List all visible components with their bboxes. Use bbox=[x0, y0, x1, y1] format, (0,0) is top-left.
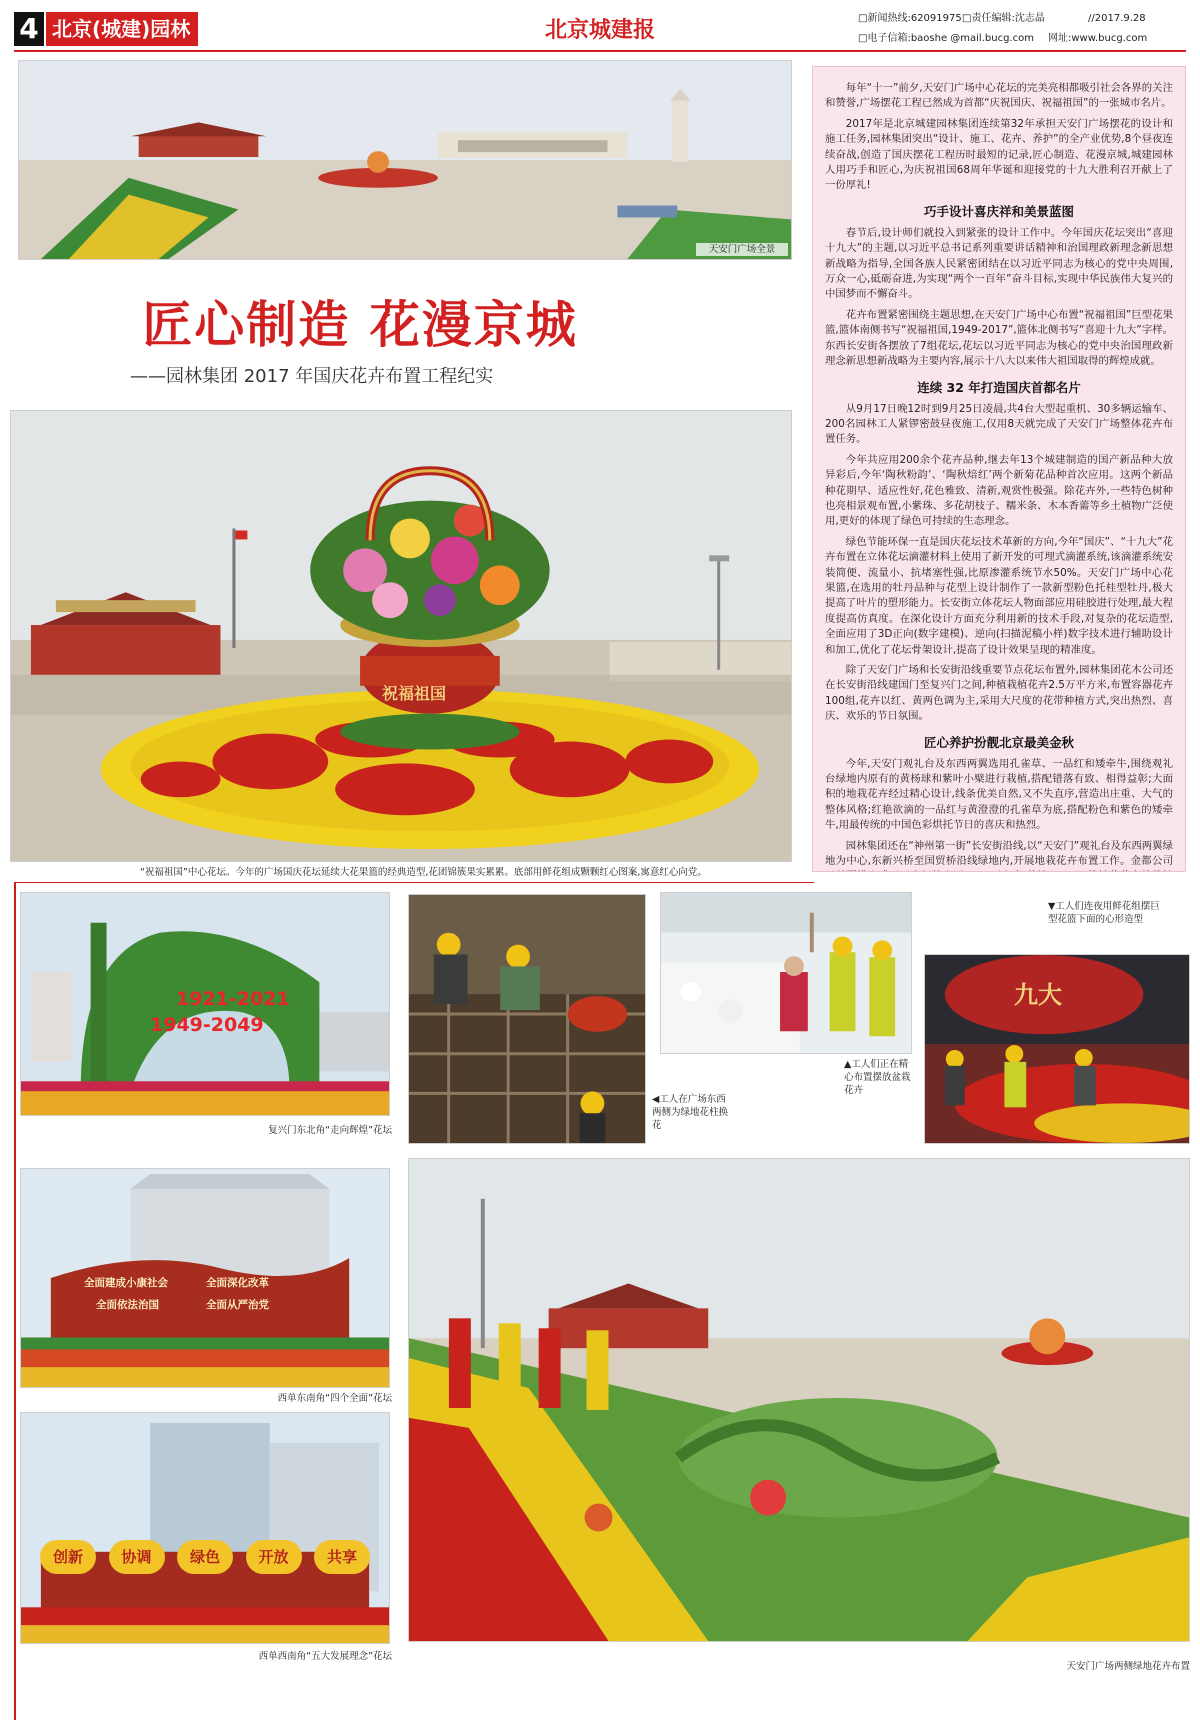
panorama-caption: 天安门广场全景 bbox=[696, 243, 788, 256]
article-paragraph: 今年,天安门观礼台及东西两翼选用孔雀草、一品红和矮牵牛,围绕观礼台绿地内原有的黄杨球和紫叶小檗进行栽植,搭配错落有致、相得益彰;大面积的地栽花卉经过精心设计,线条优美自然,又不失直序,营造出庄重、大气的整体风格;红艳欲滴的一品红与黄澄澄的孔雀草为底,搭配粉色和紫色的矮牵牛,用最传统的中国色彩烘托节日的喜庆和热烈。 bbox=[825, 757, 1173, 832]
news-hotline: □新闻热线:62091975 bbox=[858, 13, 962, 24]
article-body bbox=[812, 66, 1186, 872]
section-heading: 巧手设计喜庆祥和美景蓝图 bbox=[923, 203, 1074, 219]
section-title: 北京(城建)园林 bbox=[46, 12, 198, 46]
left-divider bbox=[14, 882, 16, 1720]
slogan-1: 全面建成小康社会 bbox=[84, 1277, 168, 1289]
flower-basket-image bbox=[11, 411, 791, 861]
potted-flowers-photo bbox=[660, 892, 912, 1054]
issue-date: //2017.9.28 bbox=[1088, 13, 1146, 24]
four-comprehensives-photo bbox=[20, 1168, 390, 1388]
email-address: □电子信箱:baoshe @mail.bucg.com bbox=[858, 33, 1034, 44]
concept-word: 绿色 bbox=[177, 1540, 233, 1574]
sub-headline: ——园林集团 2017 年国庆花卉布置工程纪实 bbox=[130, 366, 494, 387]
concept-word: 协调 bbox=[109, 1540, 165, 1574]
article-paragraph: 春节后,设计师们就投入到紧张的设计工作中。今年国庆花坛突出“喜迎十九大”的主题,以习近平总书记系列重要讲话精神和治国理政新理念新思想新战略为指导,全国各族人民紧密团结在以习近平同志为核心的党中央周围,万众一心,砥砺奋进,为实现“两个一百年”奋斗目标,实现中华民族伟大复兴的中国梦而不懈奋斗。 bbox=[825, 226, 1173, 301]
square-lawn-photo bbox=[408, 1158, 1190, 1642]
rise-year-a: 1921-2021 bbox=[176, 988, 290, 1010]
night-heart-text: 九大 bbox=[1014, 981, 1062, 1009]
intro-paragraph: 每年“十一”前夕,天安门广场中心花坛的完美亮相都吸引社会各界的关注和赞誉,广场摆花工程已然成为首都“庆祝国庆、祝福祖国”的一张城市名片。 bbox=[825, 82, 1173, 110]
article-paragraph: 今年共应用200余个花卉品种,继去年13个城建制造的国产新品种大放异彩后,今年‘陶秋粉韵’、‘陶秋焙红’两个新菊花品种首次应用。这两个新品种花期早、适应性好,花色雅致、清新,观赏性极强。除花卉外,一些特色树种也亮相景观布置,小紫珠、多花胡枝子、糯米条、木本香薷等乡土植物广泛使用,更好的体现了绿色可持续的生态理念。 bbox=[825, 453, 1173, 528]
article-paragraph: 除了天安门广场和长安街沿线重要节点花坛布置外,园林集团花木公司还在长安街沿线建国门至复兴门之间,种植栽植花卉2.5万平方米,布置容器花卉100组,花卉以红、黄两色调为主,采用大尺度的花带种植方式,突出热烈、喜庆、欢乐的节日氛围。 bbox=[825, 664, 1173, 723]
main-headline: 匠心制造 花漫京城 bbox=[142, 295, 578, 354]
night-heart-caption: ▼工人们连夜用鲜花组摆巨型花篮下面的心形造型 bbox=[1048, 901, 1160, 925]
article-paragraph: 园林集团还在“神州第一街”长安街沿线,以“天安门”观礼台及东西两翼绿地为中心,东新兴桥至国贸桥沿线绿地内,开展地栽花卉布置工作。金都公司 bbox=[825, 839, 1173, 868]
newspaper-name: 北京城建报 bbox=[544, 17, 655, 43]
article-paragraph: 花卉布置紧密围绕主题思想,在天安门广场中心布置“祝福祖国”巨型花果篮,篮体南侧书写“祝福祖国,1949-2017”,篮体北侧书写“喜迎十九大”字样。东西长安街各摆放了7组花坛,花坛以习近平同志为核心的党中央治国理政新理念新思想新战略为主要内容,展示十八大以来伟大祖国取得的辉煌成就。 bbox=[825, 308, 1173, 368]
five-concepts-caption: 西单西南角“五大发展理念”花坛 bbox=[258, 1651, 392, 1662]
concept-word: 共享 bbox=[314, 1540, 370, 1574]
section-heading: 匠心养护扮靓北京最美金秋 bbox=[923, 734, 1074, 750]
page-number: 4 bbox=[14, 12, 44, 46]
rise-to-glory-caption: 复兴门东北角“走向辉煌”花坛 bbox=[268, 1125, 392, 1136]
square-lawn-image bbox=[409, 1159, 1189, 1641]
potted-flowers-caption: ▲工人们正在精心布置摆放盆栽花卉 bbox=[844, 1059, 911, 1096]
panorama-image bbox=[19, 61, 791, 259]
slogan-2: 全面深化改革 bbox=[206, 1277, 269, 1289]
slogan-4: 全面从严治党 bbox=[206, 1299, 269, 1311]
section-heading: 连续 32 年打造国庆首都名片 bbox=[917, 379, 1081, 395]
article-paragraph: 从9月17日晚12时到9月25日凌晨,共4台大型起重机、30多辆运输车、200名园林工人紧锣密鼓昼夜施工,仅用8天就完成了天安门广场整体花卉布置任务。 bbox=[825, 402, 1173, 446]
basket-text: 祝福祖国 bbox=[381, 684, 446, 703]
column-workers-photo bbox=[408, 894, 646, 1144]
intro-paragraph: 2017年是北京城建园林集团连续第32年承担天安门广场摆花的设计和施工任务,园林集团突出“设计、施工、花卉、养护”的全产业优势,8个昼夜连续奋战,创造了国庆摆花工程历时最短的记录,匠心制造、花漫京城,城建园林人用巧手和匠心,为庆祝祖国68周年华诞和迎接党的十九大胜利召开献上了一份厚礼! bbox=[825, 117, 1173, 192]
editor-credit: □责任编辑:沈志晶 bbox=[962, 13, 1045, 24]
column-workers-caption: ◀工人在广场东西两侧为绿地花柱换花 bbox=[652, 1094, 729, 1131]
four-comprehensives-image bbox=[21, 1169, 389, 1387]
concept-word: 开放 bbox=[246, 1540, 302, 1574]
mid-divider bbox=[14, 882, 814, 883]
flower-basket-caption: “祝福祖国”中心花坛。今年的广场国庆花坛延续大花果篮的经典造型,花团锦簇果实累累。底部用鲜花组成颗颗红心图案,寓意红心向党。 bbox=[140, 867, 707, 878]
website-url: 网址:www.bucg.com bbox=[1048, 33, 1148, 44]
five-concepts-photo bbox=[20, 1412, 390, 1644]
concept-word: 创新 bbox=[40, 1540, 96, 1574]
tiananmen-panorama-photo bbox=[18, 60, 792, 260]
article-paragraph: 绿色节能环保一直是国庆花坛技术革新的方向,今年“国庆”、“十九大”花卉布置在立体花坛滴灌材料上使用了新开发的可埋式滴灌系统,该滴灌系统安装简便、流量小、抗堵塞性强,比原渗灌系统节水50%。天安门广场中心花果篮,在选用的牡丹品种与花型上设计制作了一款新型粉色托桂型牡丹,极大提高了叶片的塑形能力。长安街立体花坛人物面部应用硅胶进行处理,最大程度提高仿真度。在深化设计方面充分利用新的技术手段,对复杂的花坛造型,全面应用了3D正向(数字建模)、逆向(扫描泥稿小样)数字技术进行辅助设计和加工,优化了花坛骨架设计,提高了设计效果呈现的精准度。 bbox=[825, 535, 1173, 656]
rise-year-b: 1949-2049 bbox=[150, 1014, 264, 1036]
column-workers-image bbox=[409, 895, 645, 1143]
four-comprehensives-caption: 西单东南角“四个全面”花坛 bbox=[277, 1393, 392, 1404]
square-lawn-caption: 天安门广场两侧绿地花卉布置 bbox=[1066, 1661, 1190, 1672]
header-rule bbox=[14, 50, 1186, 52]
flower-basket-photo bbox=[10, 410, 792, 862]
five-concepts-image bbox=[21, 1413, 389, 1643]
potted-flowers-image bbox=[661, 893, 911, 1053]
five-concepts-words bbox=[40, 1540, 370, 1574]
slogan-3: 全面依法治国 bbox=[96, 1299, 159, 1311]
